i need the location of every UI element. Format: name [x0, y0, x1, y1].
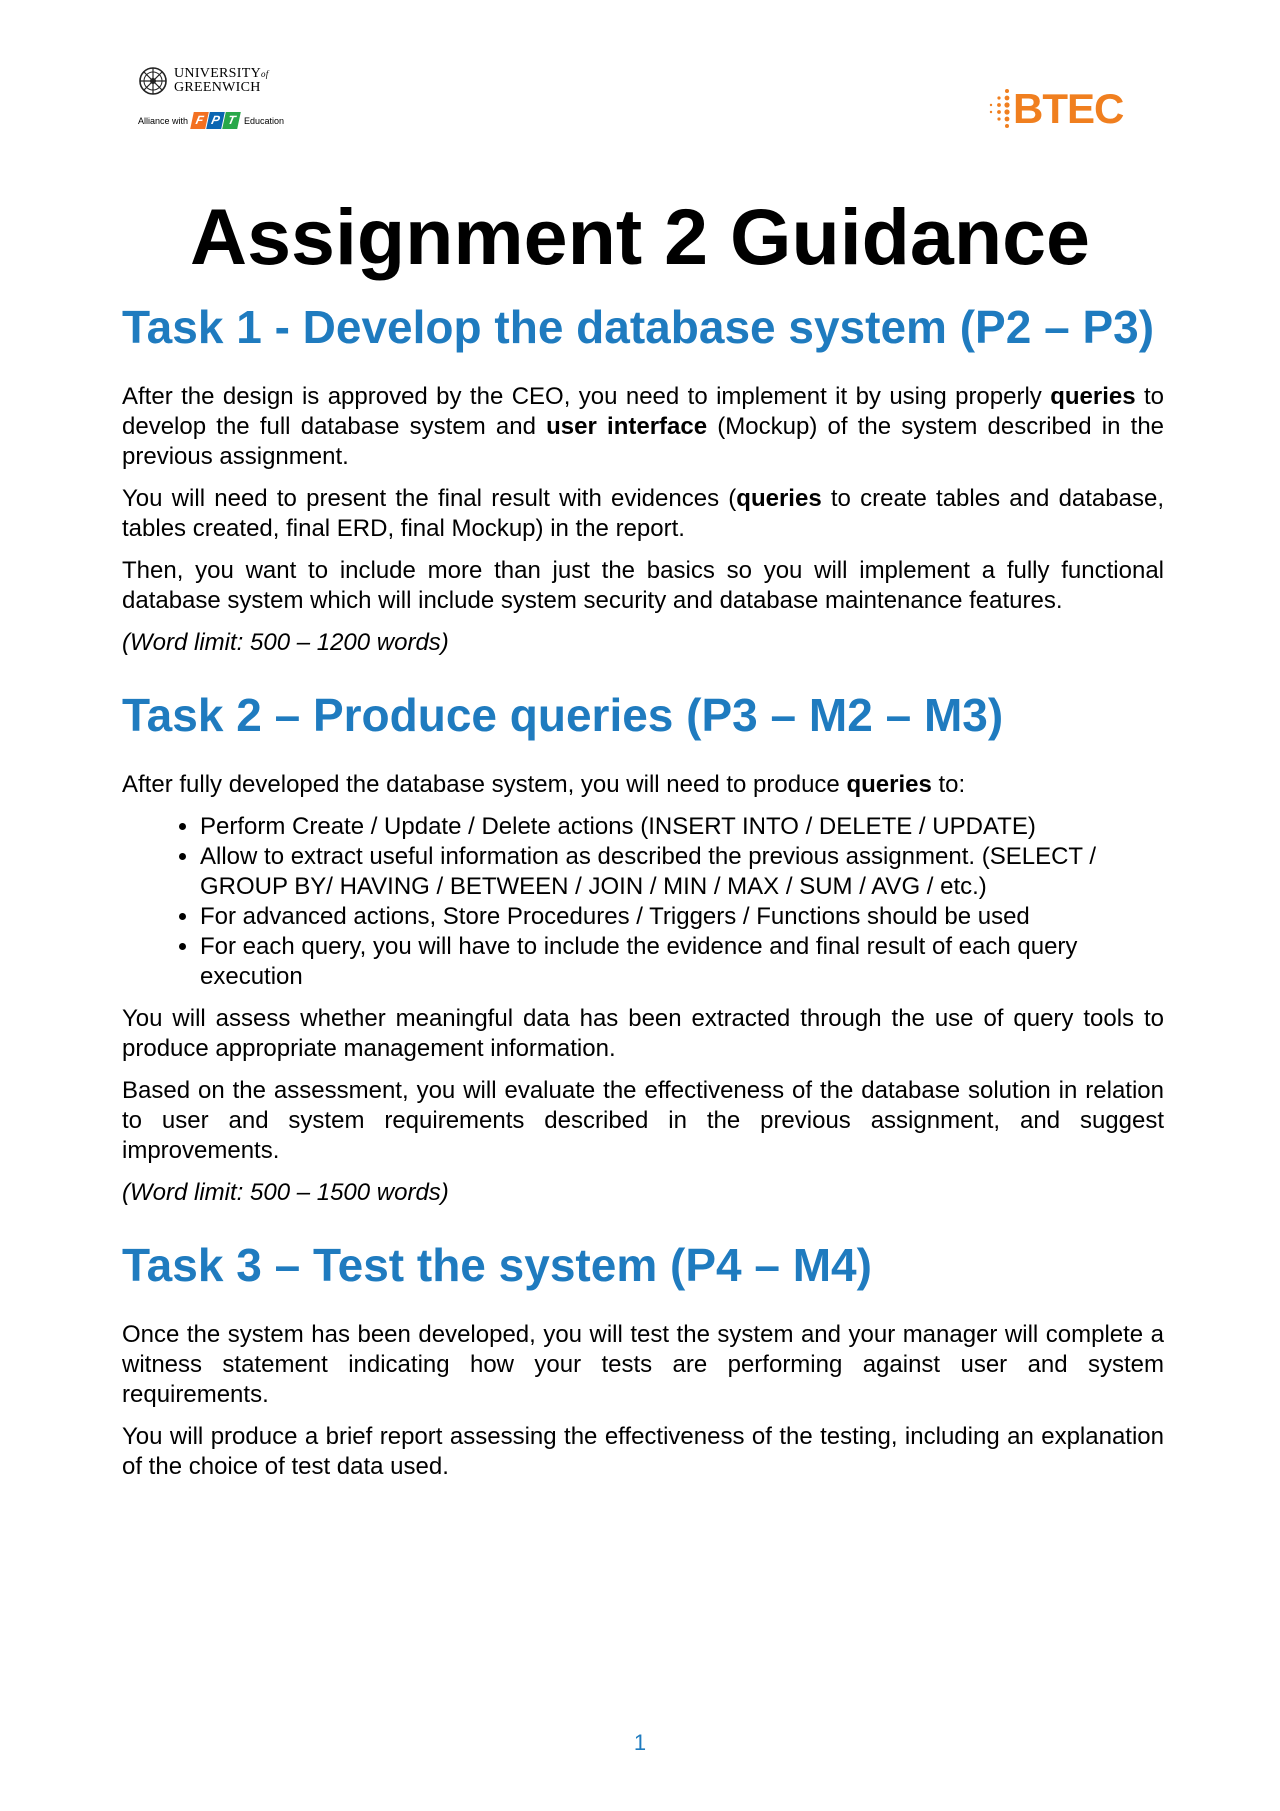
- university-crest-icon: [138, 66, 168, 96]
- task2-paragraph-1: You will assess whether meaningful data has been extracted through the use of query tools to produce appropriate management information.: [122, 1005, 1164, 1062]
- btec-logo: [985, 84, 1123, 134]
- education-text: Education: [244, 115, 285, 126]
- list-item: • For each query, you will have to include the evidence and final result of each query execution: [200, 932, 1164, 992]
- task1-paragraph-3: Then, you want to include more than just the basics so you will implement a fully functional database system which will include system security and database maintenance features.: [122, 557, 1164, 614]
- task3-paragraph-1: Once the system has been developed, you will test the system and your manager will complete a witness statement indicating how your tests are performing against user and system requirements.: [122, 1321, 1164, 1408]
- task1-section: [122, 300, 1164, 658]
- university-of: of: [261, 69, 269, 79]
- task1-heading: Task 1 - Develop the database system (P2 – P3): [122, 301, 1155, 353]
- task2-section: [122, 688, 1164, 1208]
- task2-bullet-list: [122, 812, 1164, 992]
- university-line2: GREENWICH: [174, 80, 261, 95]
- university-of-greenwich-logo: [138, 66, 318, 146]
- list-item: • Perform Create / Update / Delete actions (INSERT INTO / DELETE / UPDATE): [200, 812, 1164, 842]
- task3-heading: Task 3 – Test the system (P4 – M4): [122, 1239, 872, 1291]
- btec-wordmark: BTEC: [1013, 85, 1124, 132]
- university-line1: UNIVERSITY: [174, 66, 261, 81]
- page-title: Assignment 2 Guidance: [190, 192, 1090, 281]
- list-item: • Allow to extract useful information as described the previous assignment. (SELECT / GROUP BY/ HAVING / BETWEEN / JOIN / MIN / MAX / SUM / AVG / etc.): [200, 842, 1164, 902]
- alliance-with-text: Alliance with: [138, 115, 189, 126]
- btec-dots-icon: [985, 87, 1013, 131]
- task3-paragraph-2: You will produce a brief report assessing the effectiveness of the testing, including an explanation of the choice of test data used.: [122, 1423, 1164, 1480]
- document-body: [122, 300, 1164, 1494]
- task2-intro: After fully developed the database system, you will need to produce queries to:: [122, 771, 966, 798]
- task2-paragraph-2: Based on the assessment, you will evaluate the effectiveness of the database solution in relation to user and system requirements described in the previous assignment, and suggest improvements.: [122, 1077, 1164, 1164]
- task1-word-limit: (Word limit: 500 – 1200 words): [122, 629, 449, 656]
- task2-word-limit: (Word limit: 500 – 1500 words): [122, 1179, 449, 1206]
- task2-heading: Task 2 – Produce queries (P3 – M2 – M3): [122, 689, 1004, 741]
- fpt-logo: [192, 112, 240, 129]
- task1-paragraph-2: You will need to present the final result with evidences (queries to create tables and database, tables created, final ERD, final Mockup) in the report.: [122, 485, 1164, 542]
- task1-paragraph-1: After the design is approved by the CEO, you need to implement it by using properly queries to develop the full database system and user interface (Mockup) of the system described in the previous assignment.: [122, 383, 1165, 470]
- page-number: 1: [633, 1730, 647, 1755]
- task3-section: [122, 1238, 1164, 1482]
- list-item: • For advanced actions, Store Procedures / Triggers / Functions should be used: [200, 902, 1164, 932]
- fpt-letter-f: F: [190, 112, 209, 129]
- fpt-letter-t: T: [222, 112, 241, 129]
- fpt-letter-p: P: [206, 112, 225, 129]
